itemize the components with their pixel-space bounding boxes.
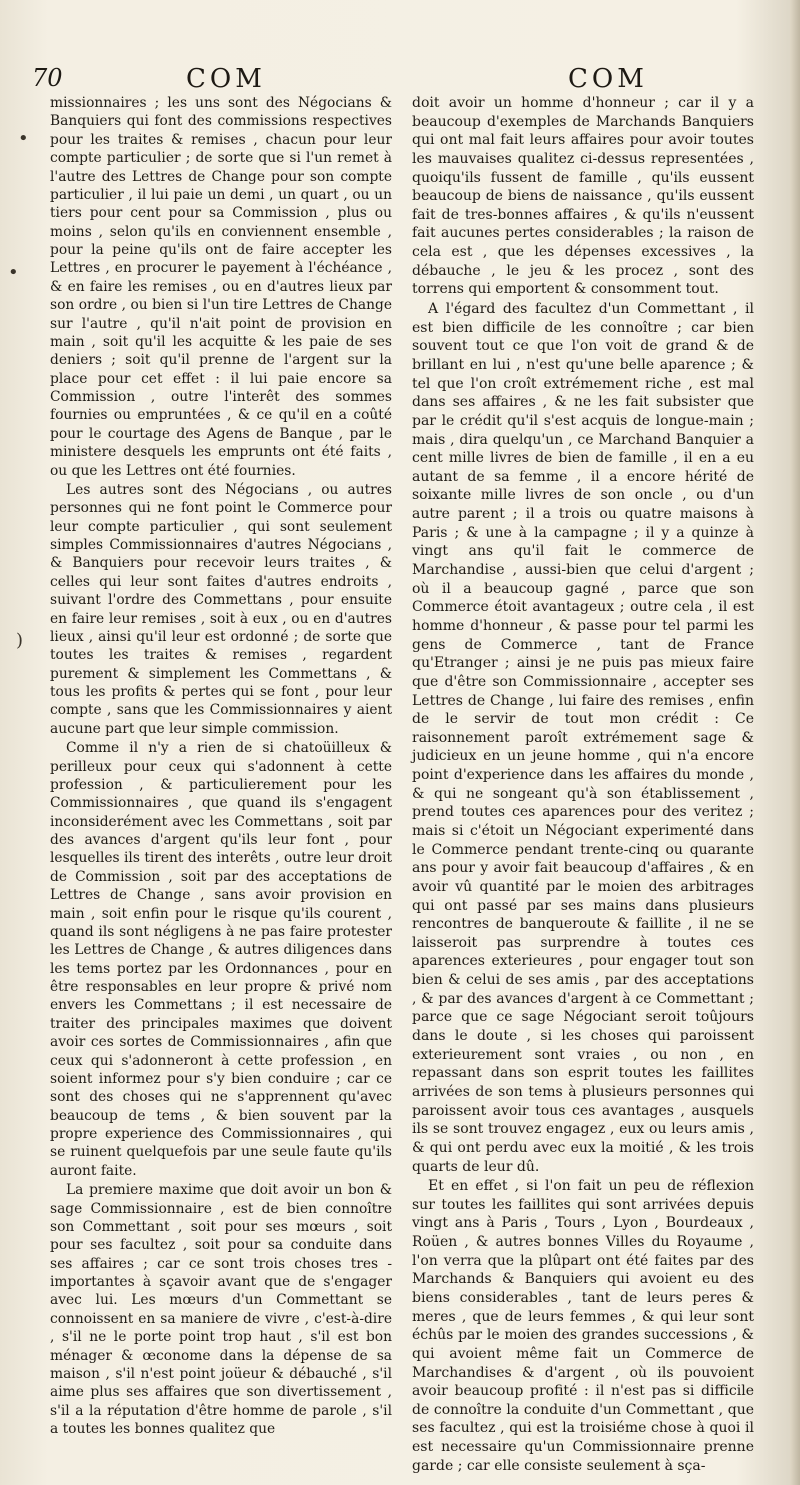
margin-bracket-mark: ) <box>16 630 24 651</box>
paragraph: Et en effet , si l'on fait un peu de réflexion sur toutes les faillites qui sont arrivées depuis vingt ans à Paris , Tours , Lyon , Bourdeaux , Roüen , & autres bonnes Villes du Royaume , l'on verra que la plûpart ont été faites par des Marchands & Banquiers qui avoient eu des biens considerables , tant de leurs peres & meres , que de leurs femmes , & qui leur sont échûs par le moien des grandes successions , & qui avoient même fait un Commerce de Marchandises & d'argent , où ils pouvoient avoir beaucoup profité : il n'est pas si difficile de connoître la conduite d'un Commettant , que ses facultez , qui est la troisiéme chose à quoi il est necessaire qu'un Commissionnaire prenne garde ; car elle consiste seulement à sça- <box>412 1178 754 1474</box>
page-header <box>28 62 778 96</box>
paragraph: doit avoir un homme d'honneur ; car il y a beaucoup d'exemples de Marchands Banquiers qui ont mal fait leurs affaires pour avoir toutes les mauvaises qualitez ci-dessus representées , quoiqu'ils fussent de famille , qu'ils eussent beaucoup de biens de naissance , qu'ils eussent fait de tres-bonnes affaires , & qu'ils n'eussent fait aucunes pertes considerables ; la raison de cela est , que les dépenses excessives , la débauche , le jeu & les procez , sont des torrens qui emportent & consomment tout. <box>412 95 754 298</box>
paragraph: missionnaires ; les uns sont des Négocians & Banquiers qui font des commissions respectives pour les traites & remises , chacun pour leur compte particulier ; de sorte que si l'un remet à l'autre des Lettres de Change pour son compte particulier , il lui paie un demi , un quart , ou un tiers pour cent pour sa Commission , plus ou moins , selon qu'ils en conviennent ensemble , pour la peine qu'ils ont de faire accepter les Lettres , en procurer le payement à l'échéance , & en faire les remises , ou en d'autres lieux par son ordre , ou bien si l'un tire Lettres de Change sur l'autre , qu'il n'ait point de provision en main , soit qu'il les acquitte & les paie de ses deniers ; soit qu'il prenne de l'argent sur la place pour cet effet : il lui paie encore sa Commission , outre l'interêt des sommes fournies ou empruntées , & ce qu'il en a coûté pour le courtage des Agens de Banque , par le ministere desquels les emprunts ont été faits , ou que les Lettres ont été fournies. <box>50 95 392 479</box>
paragraph: A l'égard des facultez d'un Commettant , il est bien difficile de les connoître ; car bien souvent tout ce que l'on voit de grand & de brillant en lui , n'est qu'une belle aparence ; & tel que l'on croît extrémement riche , est mal dans ses affaires , & ne les fait subsister que par le crédit qu'il s'est acquis de longue-main ; mais , dira quelqu'un , ce Marchand Banquier a cent mille livres de bien de famille , il en a eu autant de sa femme , il a encore hérité de soixante mille livres de son oncle , ou d'un autre parent ; il a trois ou quatre maisons à Paris ; & une à la campagne ; il y a quinze à vingt ans qu'il fait le commerce de Marchandise , aussi-bien que celui d'argent ; où il a beaucoup gagné , parce que son Commerce étoit avantageux ; outre cela , il est homme d'honneur , & passe pour tel parmi les gens de Commerce , tant de France qu'Etranger ; ainsi je ne puis pas mieux faire que d'être son Commissionnaire , accepter ses Lettres de Change , lui faire des remises , enfin de le servir de tout mon crédit : Ce raisonnement paroît extrémement sage & judicieux en un jeune homme , qui n'a encore point d'experience dans les affaires du monde , & qui ne songeant qu'à son établissement , prend toutes ces aparences pour des veritez ; mais si c'étoit un Négociant experimenté dans le Commerce pendant trente-cinq ou quarante ans pour y avoir fait beaucoup d'affaires , & en avoir vû quantité par le moien des arbitrages qui ont passé par ses mains dans plusieurs rencontres de banqueroute & faillite , il ne se laisseroit pas surprendre à toutes ces aparences exterieures , pour engager tout son bien & celui de ses amis , par des acceptations , & par des avances d'argent à ce Commettant ; parce que ce sage Négociant seroit toûjours dans le doute , si les choses qui paroissent exterieurement sont vraies , ou non , en repassant dans son esprit toutes les faillites arrivées de son tems à plusieurs personnes qui paroissent avoir tous ces avantages , ausquels ils se sont trouvez engagez , eux ou leurs amis , & qui ont perdu avec eux la moitié , & les trois quarts de leur dû. <box>412 301 754 1175</box>
left-column <box>50 94 392 1438</box>
page-edge-shadow <box>790 0 800 1485</box>
right-column <box>412 94 754 1475</box>
paragraph: La premiere maxime que doit avoir un bon & sage Commissionnaire , est de bien connoître son Commettant , soit pour ses mœurs , soit pour ses facultez , soit pour sa conduite dans ses affaires ; car ce sont trois choses tres - importantes à sçavoir avant que de s'engager avec lui. Les mœurs d'un Commettant se connoissent en sa maniere de vivre , c'est-à-dire , s'il ne le porte point trop haut , s'il est bon ménager & œconome dans la dépense de sa maison , s'il n'est point joüeur & débauché , s'il aime plus ses affaires que son divertissement , s'il a la réputation d'être homme de parole , s'il a toutes les bonnes qualitez que <box>50 1182 392 1437</box>
page-number: 70 <box>32 64 63 92</box>
margin-bullet-mark: • <box>18 128 29 149</box>
margin-bullet-mark: • <box>8 262 19 283</box>
paragraph: Comme il n'y a rien de si chatoüilleux & perilleux pour ceux qui s'adonnent à cette profession , & particulierement pour les Commissionnaires , que quand ils s'engagent inconsiderément avec les Commettans , soit par des avances d'argent qu'ils leur font , pour lesquelles ils tirent des interêts , outre leur droit de Commission , soit par des acceptations de Lettres de Change , sans avoir provision en main , soit enfin pour le risque qu'ils courent , quand ils sont négligens à ne pas faire protester les Lettres de Change , & autres diligences dans les tems portez par les Ordonnances , pour en être responsables en leur propre & privé nom envers les Commettans ; il est necessaire de traiter des principales maximes que doivent avoir ces sortes de Commissionnaires , afin que ceux qui s'adonneront à cette profession , en soient informez pour s'y bien conduire ; car ce sont des choses qui ne s'apprennent qu'avec beaucoup de tems , & bien souvent par la propre experience des Commissionnaires , qui se ruinent quelquefois par une seule faute qu'ils auront faite. <box>50 740 392 1179</box>
running-head-left: COM <box>186 64 266 94</box>
paragraph: Les autres sont des Négocians , ou autres personnes qui ne font point le Commerce pour leur compte particulier , qui sont seulement simples Commissionnaires d'autres Négocians , & Banquiers pour recevoir leurs traites , & celles qui leur sont faites d'autres endroits , suivant l'ordre des Commettans , pour ensuite en faire leur remises , soit à eux , ou en d'autres lieux , ainsi qu'il leur est ordonné ; de sorte que toutes les traites & remises , regardent purement & simplement les Commettans , & tous les profits & pertes qui se font , pour leur compte , sans que les Commissionnaires y aient aucune part que leur simple commission. <box>50 481 392 737</box>
running-head-right: COM <box>568 64 648 94</box>
